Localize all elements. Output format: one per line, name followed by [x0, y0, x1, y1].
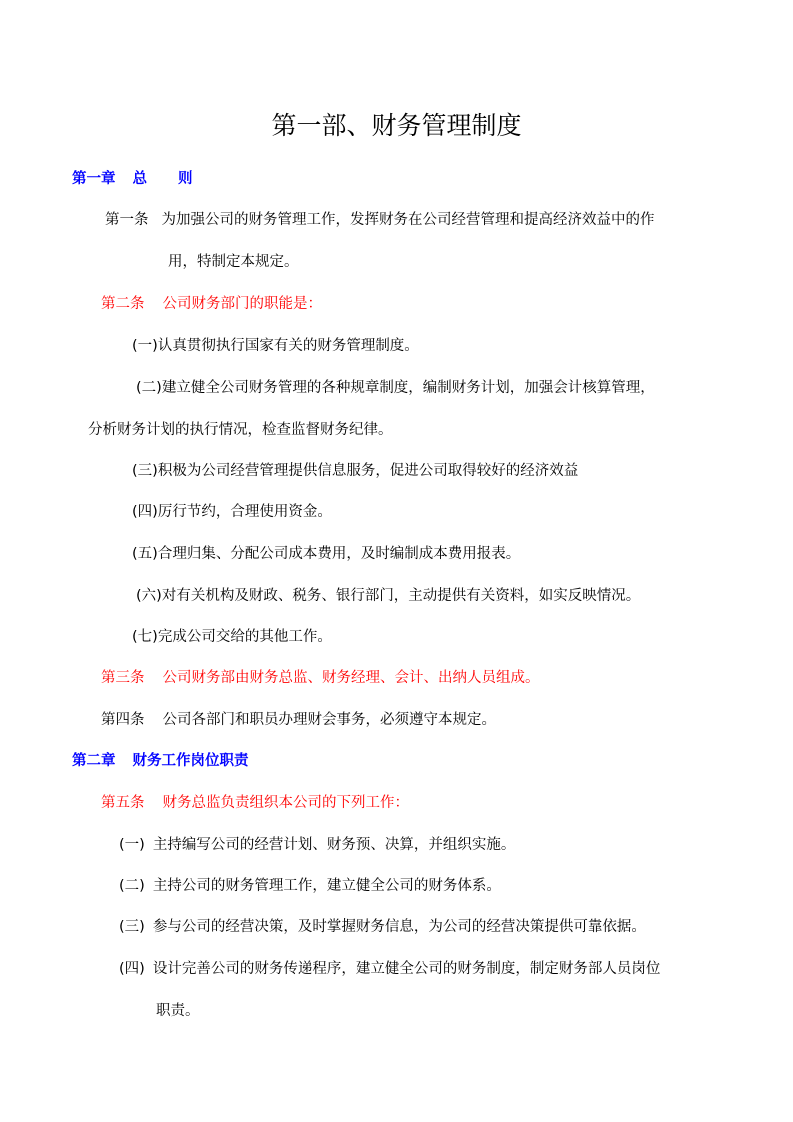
- article-3: [101, 669, 540, 687]
- list-item: [119, 836, 515, 854]
- article-text: 公司财务部门的职能是：: [162, 296, 322, 312]
- list-number: (二): [119, 878, 145, 894]
- chapter-label: 第一章: [72, 171, 116, 187]
- chapter-name: 财务工作岗位职责: [132, 753, 249, 769]
- article-label: 第四条: [101, 712, 145, 728]
- article-2: [101, 295, 322, 313]
- list-item: (一)认真贯彻执行国家有关的财务管理制度。: [132, 338, 419, 354]
- list-item: (五)合理归集、分配公司成本费用，及时编制成本费用报表。: [132, 546, 521, 562]
- list-item-continuation: 职责。: [156, 1003, 200, 1019]
- list-item: (七)完成公司交给的其他工作。: [132, 629, 332, 645]
- chapter-1-heading: [72, 170, 193, 188]
- article-text: 财务总监负责组织本公司的下列工作：: [162, 795, 409, 811]
- list-item: (三)积极为公司经营管理提供信息服务，促进公司取得较好的经济效益: [132, 463, 579, 479]
- chapter-name-part1: 总: [132, 171, 147, 187]
- article-5: [101, 794, 409, 812]
- article-1: [105, 211, 655, 229]
- list-item: (二)建立健全公司财务管理的各种规章制度，编制财务计划，加强会计核算管理，: [136, 380, 655, 396]
- article-text: 为加强公司的财务管理工作，发挥财务在公司经营管理和提高经济效益中的作: [161, 212, 655, 228]
- article-label: 第五条: [101, 795, 145, 811]
- article-text: 公司各部门和职员办理财会事务，必须遵守本规定。: [162, 712, 496, 728]
- page-title: 第一部、财务管理制度: [271, 111, 522, 140]
- article-text: 公司财务部由财务总监、财务经理、会计、出纳人员组成。: [162, 670, 540, 686]
- article-label: 第三条: [101, 670, 145, 686]
- list-number: (一): [119, 837, 145, 853]
- list-item: [119, 918, 646, 936]
- article-1-continuation: 用，特制定本规定。: [168, 254, 299, 270]
- list-item-continuation: 分析财务计划的执行情况，检查监督财务纪律。: [88, 422, 393, 438]
- list-text: 参与公司的经营决策，及时掌握财务信息，为公司的经营决策提供可靠依据。: [152, 919, 646, 935]
- chapter-label: 第二章: [72, 753, 116, 769]
- list-number: (四): [119, 961, 145, 977]
- list-text: 主持编写公司的经营计划、财务预、决算，并组织实施。: [152, 837, 516, 853]
- article-label: 第二条: [101, 296, 145, 312]
- chapter-name-part2: 则: [178, 171, 193, 187]
- list-item: [119, 960, 660, 978]
- list-item: [119, 877, 501, 895]
- list-text: 主持公司的财务管理工作，建立健全公司的财务体系。: [152, 878, 501, 894]
- article-4: [101, 711, 496, 729]
- list-item: (四)厉行节约，合理使用资金。: [132, 504, 332, 520]
- list-number: (三): [119, 919, 145, 935]
- article-label: 第一条: [105, 212, 149, 228]
- list-text: 设计完善公司的财务传递程序，建立健全公司的财务制度，制定财务部人员岗位: [152, 961, 661, 977]
- chapter-2-heading: [72, 752, 249, 770]
- list-item: (六)对有关机构及财政、税务、银行部门，主动提供有关资料，如实反映情况。: [136, 588, 641, 604]
